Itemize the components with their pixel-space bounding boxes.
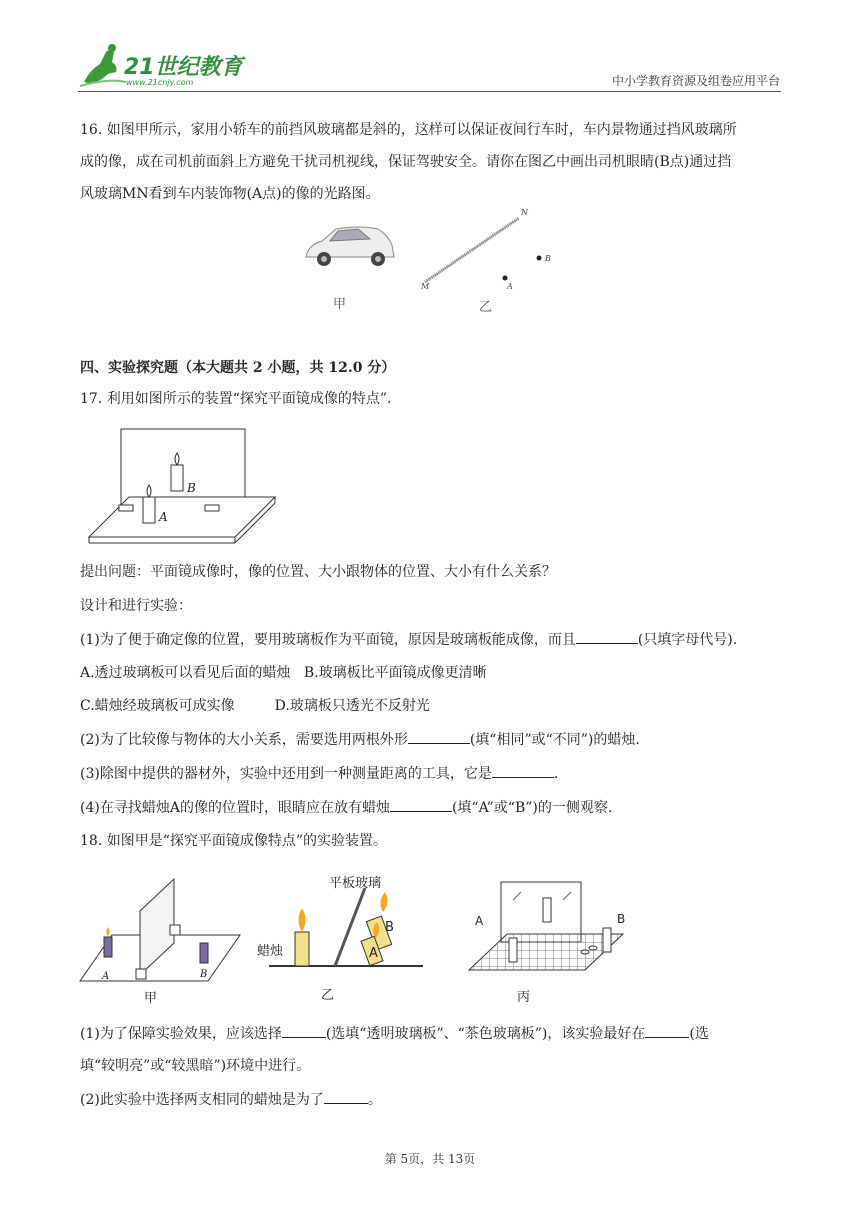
option-A: A.透过玻璃板可以看见后面的蜡烛 bbox=[80, 665, 291, 681]
bing-label-A: A bbox=[475, 914, 484, 928]
q17-question: 提出问题：平面镜成像时，像的位置、大小跟物体的位置、大小有什么关系？ bbox=[80, 564, 556, 580]
jia-label-B: B bbox=[200, 969, 208, 980]
q18-s1-line2: 填“较明亮”或“较黑暗”)环境中进行。 bbox=[80, 1058, 311, 1074]
label-candle: 蜡烛 bbox=[257, 944, 284, 959]
q16-car-image bbox=[300, 215, 400, 275]
point-M: M bbox=[421, 282, 430, 291]
fig-label-jia: 甲 bbox=[144, 991, 158, 1006]
q17-s4: (4)在寻找蜡烛A的像的位置时，眼睛应在放有蜡烛 (填“A”或“B”)的一侧观察. bbox=[80, 793, 784, 823]
q18-s2: (2)此实验中选择两支相同的蜡烛是为了 。 bbox=[80, 1085, 784, 1115]
answer-blank-4[interactable] bbox=[390, 797, 452, 812]
q17-label-B: B bbox=[187, 481, 196, 495]
page-footer: 第 5页，共 13页 bbox=[384, 1152, 476, 1166]
option-C: C.蜡烛经玻璃板可成实像 bbox=[80, 698, 235, 714]
q16-label-yi: 乙 bbox=[479, 300, 493, 315]
q17-s1: (1)为了便于确定像的位置，要用玻璃板作为平面镜，原因是玻璃板能成像，而且 (只填字母代号). bbox=[80, 625, 784, 655]
q17-options-ab bbox=[80, 658, 784, 688]
fig-label-bing: 丙 bbox=[517, 990, 531, 1005]
q17-s3: (3)除图中提供的器材外，实验中还用到一种测量距离的工具，它是 . bbox=[80, 759, 784, 789]
yi-label-B: B bbox=[385, 920, 394, 935]
answer-blank-7[interactable] bbox=[324, 1089, 368, 1104]
option-D: D.玻璃板只透光不反射光 bbox=[274, 698, 430, 714]
q16-label-jia: 甲 bbox=[333, 297, 347, 312]
header-platform-text: 中小学教育资源及组卷应用平台 bbox=[611, 74, 780, 88]
answer-blank-6[interactable] bbox=[645, 1023, 689, 1038]
fig-label-yi: 乙 bbox=[321, 988, 335, 1003]
yi-label-A: A bbox=[369, 946, 378, 961]
answer-blank-3[interactable] bbox=[492, 763, 554, 778]
q18-figure-yi bbox=[255, 868, 425, 1008]
q18-title: 18. 如图甲是“探究平面镜成像特点”的实验装置。 bbox=[80, 833, 388, 849]
q16-line-2: 成的像，成在司机前面斜上方避免干扰司机视线，保证驾驶安全。请你在图乙中画出司机眼睛(B点)通过挡 bbox=[80, 154, 732, 170]
q18-s1-line1: (1)为了保障实验效果，应该选择 (选填“透明玻璃板”、“茶色玻璃板”)，该实验最好在 (选 bbox=[80, 1019, 784, 1049]
option-B: B.玻璃板比平面镜成像更清晰 bbox=[303, 665, 487, 681]
section-title: 四、实验探究题（本大题共 2 小题，共 12.0 分） bbox=[80, 360, 396, 376]
answer-blank-5[interactable] bbox=[282, 1023, 326, 1038]
header-divider bbox=[78, 91, 781, 92]
car-icon bbox=[300, 215, 400, 275]
logo-url: www.21cnjy.com bbox=[126, 78, 194, 87]
logo bbox=[78, 42, 258, 92]
q18-figure-jia bbox=[78, 875, 243, 1005]
answer-blank-1[interactable] bbox=[576, 629, 638, 644]
logo-text: 21世纪教育 bbox=[124, 55, 243, 80]
q17-design: 设计和进行实验： bbox=[80, 598, 192, 614]
q17-label-A: A bbox=[159, 510, 168, 524]
point-N: N bbox=[521, 208, 528, 217]
q17-options-cd bbox=[80, 691, 784, 721]
q16-line-3: 风玻璃MN看到车内装饰物(A点)的像的光路图。 bbox=[80, 186, 380, 202]
q17-title: 17. 利用如图所示的装置“探究平面镜成像的特点”. bbox=[80, 391, 392, 407]
label-glass-plate: 平板玻璃 bbox=[329, 876, 382, 891]
jia-label-A: A bbox=[102, 971, 110, 982]
q16-line-1: 16. 如图甲所示，家用小轿车的前挡风玻璃都是斜的，这样可以保证夜间行车时，车内景物通过挡风玻璃所 bbox=[80, 122, 737, 138]
point-B: B bbox=[545, 254, 551, 263]
q17-apparatus-figure bbox=[85, 425, 280, 545]
point-A: A bbox=[507, 282, 513, 291]
bing-label-B: B bbox=[617, 912, 626, 926]
q17-s2: (2)为了比较像与物体的大小关系，需要选用两根外形 (填“相同”或“不同”)的蜡烛. bbox=[80, 725, 784, 755]
q16-diagram-yi bbox=[415, 210, 565, 300]
answer-blank-2[interactable] bbox=[408, 729, 470, 744]
q18-figure-bing bbox=[465, 878, 635, 1008]
